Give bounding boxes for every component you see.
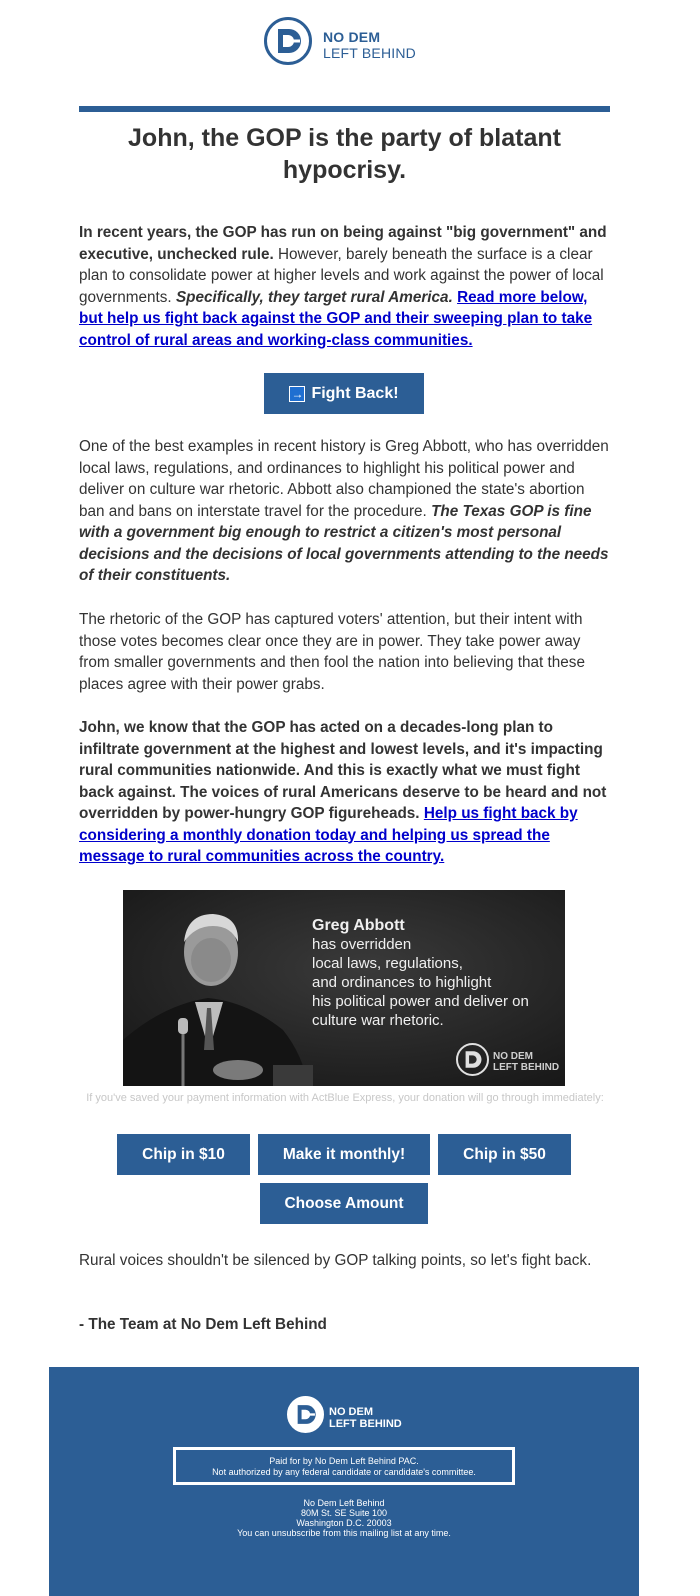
abbott-bold-italic: The Texas GOP is fine with a government big enough to restrict a citizen's most personal decisions and the decisions of local governments attending to the needs of their constituents.: [79, 502, 609, 584]
footer-logo-text: [329, 1406, 402, 1430]
footer-address: [49, 1498, 639, 1538]
photo-line: his political power and deliver on: [312, 993, 529, 1010]
abbott-quote-image[interactable]: [123, 890, 565, 1086]
intro-paragraph: [79, 222, 611, 351]
footer-org: No Dem Left Behind: [303, 1498, 385, 1508]
chip-in-50-button[interactable]: Chip in $50: [438, 1134, 571, 1175]
photo-logo-line1: NO DEM: [493, 1051, 533, 1062]
photo-logo-line2: LEFT BEHIND: [493, 1062, 560, 1073]
logo-d-icon: [264, 17, 312, 65]
appeal-bold: John, we know that the GOP has acted on a decades-long plan to infiltrate government at the highest and lowest levels, and it's impacting rural communities nationwide. And this is exactly what we must fight back against. The voices of rural Americans deserve to be heard and not overridden by power-hungry GOP figureheads.: [79, 719, 607, 822]
photo-name: Greg Abbott: [312, 917, 405, 934]
footer-logo-line2: LEFT BEHIND: [329, 1418, 402, 1430]
photo-logo-text: [493, 1051, 559, 1073]
donate-monthly-link[interactable]: Help us fight back by considering a monthly donation today and helping us spread the message to rural communities across the country.: [79, 805, 578, 865]
intro-body: However, barely beneath the surface is a clear plan to consolidate power at higher levels and work against the power of local governments.: [79, 245, 604, 306]
footer-logo[interactable]: [287, 1396, 417, 1436]
signature: - The Team at No Dem Left Behind: [79, 1316, 327, 1333]
header-logo[interactable]: [264, 17, 444, 73]
intro-bold-lead: In recent years, the GOP has run on being against "big government" and executive, unchecked rule.: [79, 224, 607, 263]
arrow-right-icon: →: [291, 386, 304, 401]
photo-line: local laws, regulations,: [312, 955, 463, 972]
fight-back-button[interactable]: [264, 373, 424, 414]
headline: John, the GOP is the party of blatant hypocrisy.: [128, 124, 561, 184]
rhetoric-paragraph: The rhetoric of the GOP has captured voters' attention, but their intent with those votes becomes clear once they are in power. They take power away from smaller governments and then fool the nation into believing that these places agree with their power grabs.: [79, 611, 585, 693]
footer-logo-line1: NO DEM: [329, 1406, 373, 1418]
top-divider: [79, 106, 610, 112]
actblue-note: If you've saved your payment information with ActBlue Express, your donation will go through immediately:: [86, 1092, 604, 1104]
closing-paragraph: Rural voices shouldn't be silenced by GOP talking points, so let's fight back.: [79, 1252, 592, 1269]
disclaimer-box: [173, 1447, 515, 1485]
intro-bold-italic: Specifically, they target rural America.: [175, 288, 453, 306]
footer: [49, 1367, 639, 1596]
photo-line: and ordinances to highlight: [312, 974, 492, 991]
paid-for-text: Paid for by No Dem Left Behind PAC.: [269, 1456, 419, 1466]
logo-text: [323, 29, 416, 61]
logo-line2: LEFT BEHIND: [323, 45, 416, 61]
appeal-paragraph: [79, 717, 611, 868]
abbott-body: One of the best examples in recent history is Greg Abbott, who has overridden local laws, regulations, and ordinances to highlight his political power and deliver on culture war rhetoric. Abbott also championed the state's abortion ban and bans on interstate travel for the procedure.: [79, 438, 609, 520]
photo-quote: [312, 916, 529, 1030]
abbott-paragraph: [79, 436, 611, 587]
photo-watermark-logo: [456, 1043, 561, 1079]
choose-amount-button[interactable]: Choose Amount: [260, 1183, 428, 1224]
footer-city: Washington D.C. 20003: [296, 1518, 392, 1528]
photo-line: culture war rhetoric.: [312, 1012, 444, 1029]
footer-street: 80M St. SE Suite 100: [300, 1508, 388, 1518]
fight-back-label: Fight Back!: [311, 384, 399, 402]
logo-d-icon: [287, 1396, 324, 1433]
chip-in-10-button[interactable]: Chip in $10: [117, 1134, 250, 1175]
logo-line1: NO DEM: [323, 29, 381, 45]
unsubscribe-text[interactable]: You can unsubscribe from this mailing list at any time.: [237, 1528, 451, 1538]
photo-line: has overridden: [312, 936, 412, 953]
logo-d-icon: [456, 1043, 489, 1076]
make-monthly-button[interactable]: Make it monthly!: [258, 1134, 430, 1175]
read-more-link[interactable]: Read more below, but help us fight back against the GOP and their sweeping plan to take control of rural areas and working-class communities.: [79, 288, 593, 349]
not-authorized-text: Not authorized by any federal candidate or candidate's committee.: [212, 1467, 476, 1477]
